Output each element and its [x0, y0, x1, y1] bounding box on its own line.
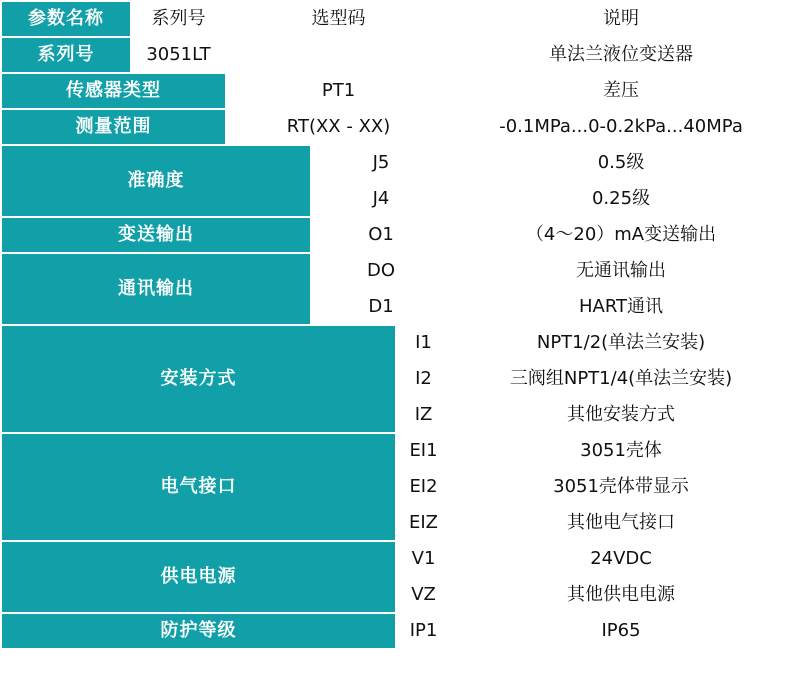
table-row [1, 253, 790, 289]
desc-power-vz: 其他供电电源 [451, 577, 790, 613]
table-row [1, 541, 790, 577]
empty-cell [226, 37, 451, 73]
table-row [1, 613, 790, 649]
param-electrical-interface: 电气接口 [1, 433, 396, 541]
desc-comm-d1: HART通讯 [451, 289, 790, 325]
code-power-v1: V1 [396, 541, 451, 577]
desc-comm-do: 无通讯输出 [451, 253, 790, 289]
desc-elec-ei1: 3051壳体 [451, 433, 790, 469]
header-param-name: 参数名称 [1, 1, 131, 37]
table-row [1, 217, 790, 253]
code-elec-eiz: EIZ [396, 505, 451, 541]
table-row [1, 37, 790, 73]
param-accuracy: 准确度 [1, 145, 311, 217]
code-elec-ei1: EI1 [396, 433, 451, 469]
desc-accuracy-j4: 0.25级 [451, 181, 790, 217]
desc-install-iz: 其他安装方式 [451, 397, 790, 433]
table-row [1, 325, 790, 361]
table-row [1, 433, 790, 469]
param-measuring-range: 测量范围 [1, 109, 226, 145]
param-sensor-type: 传感器类型 [1, 73, 226, 109]
code-power-vz: VZ [396, 577, 451, 613]
table-header-row [1, 1, 790, 37]
code-install-i1: I1 [396, 325, 451, 361]
desc-accuracy-j5: 0.5级 [451, 145, 790, 181]
value-series-no: 3051LT [131, 37, 226, 73]
code-transmission-output: O1 [311, 217, 451, 253]
table-row [1, 145, 790, 181]
code-accuracy-j5: J5 [311, 145, 451, 181]
desc-series-no: 单法兰液位变送器 [451, 37, 790, 73]
code-sensor-type: PT1 [226, 73, 451, 109]
desc-elec-eiz: 其他电气接口 [451, 505, 790, 541]
desc-sensor-type: 差压 [451, 73, 790, 109]
code-install-iz: IZ [396, 397, 451, 433]
desc-protection-ip1: IP65 [451, 613, 790, 649]
desc-transmission-output: （4～20）mA变送输出 [451, 217, 790, 253]
table-row [1, 73, 790, 109]
header-selection-code: 选型码 [226, 1, 451, 37]
param-protection-level: 防护等级 [1, 613, 396, 649]
desc-measuring-range: -0.1MPa...0-0.2kPa...40MPa [451, 109, 790, 145]
code-protection-ip1: IP1 [396, 613, 451, 649]
code-elec-ei2: EI2 [396, 469, 451, 505]
code-install-i2: I2 [396, 361, 451, 397]
desc-install-i1: NPT1/2(单法兰安装) [451, 325, 790, 361]
code-comm-d1: D1 [311, 289, 451, 325]
table-row [1, 109, 790, 145]
code-comm-do: DO [311, 253, 451, 289]
code-accuracy-j4: J4 [311, 181, 451, 217]
param-power-supply: 供电电源 [1, 541, 396, 613]
param-series-no: 系列号 [1, 37, 131, 73]
param-communication-output: 通讯输出 [1, 253, 311, 325]
desc-install-i2: 三阀组NPT1/4(单法兰安装) [451, 361, 790, 397]
header-description: 说明 [451, 1, 790, 37]
param-installation: 安装方式 [1, 325, 396, 433]
desc-power-v1: 24VDC [451, 541, 790, 577]
header-series-no: 系列号 [131, 1, 226, 37]
param-transmission-output: 变送输出 [1, 217, 311, 253]
code-measuring-range: RT(XX - XX) [226, 109, 451, 145]
desc-elec-ei2: 3051壳体带显示 [451, 469, 790, 505]
